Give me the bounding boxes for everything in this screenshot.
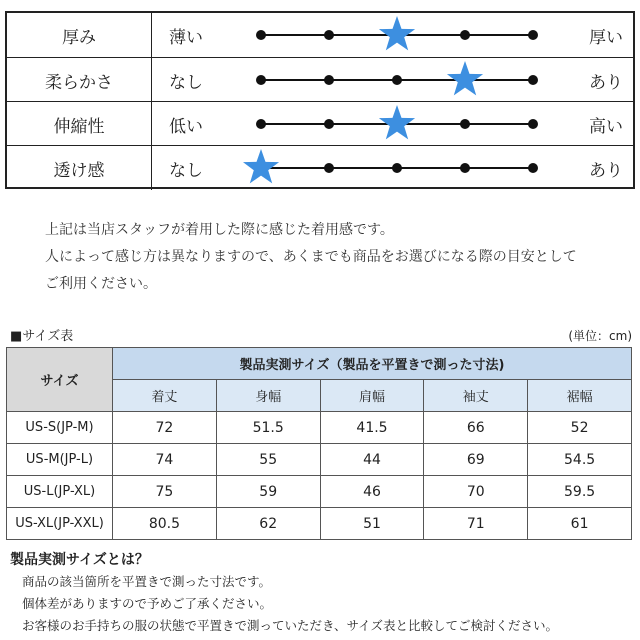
scale-dot	[324, 163, 334, 173]
size-row-label: US-L(JP-XL)	[7, 476, 113, 508]
size-corner-header: サイズ	[7, 348, 113, 412]
feel-high-label: 厚い	[589, 27, 623, 48]
note-line-3: ご利用ください。	[45, 276, 157, 292]
size-cell: 59.5	[528, 476, 632, 508]
size-row	[7, 508, 632, 540]
feel-category: 伸縮性	[7, 102, 152, 146]
size-column-header: 裾幅	[528, 380, 632, 412]
definition-line-1: 商品の該当箇所を平置きで測った寸法です。	[22, 574, 272, 589]
size-column-header: 着丈	[113, 380, 217, 412]
scale-dot	[256, 119, 266, 129]
feel-category: 柔らかさ	[7, 58, 152, 102]
size-row-label: US-XL(JP-XXL)	[7, 508, 113, 540]
size-cell: 41.5	[320, 412, 424, 444]
scale-dot	[392, 163, 402, 173]
rating-star-icon	[447, 61, 483, 95]
size-cell: 80.5	[113, 508, 217, 540]
rating-star-icon	[243, 149, 279, 183]
size-row	[7, 412, 632, 444]
feel-rating-table	[5, 11, 635, 189]
size-cell: 70	[424, 476, 528, 508]
size-cell: 51.5	[216, 412, 320, 444]
size-section-heading: ■サイズ表	[10, 329, 74, 344]
definition-title: 製品実測サイズとは？	[10, 552, 149, 568]
size-row	[7, 444, 632, 476]
scale-dot	[528, 75, 538, 85]
size-cell: 54.5	[528, 444, 632, 476]
size-row-label: US-M(JP-L)	[7, 444, 113, 476]
size-cell: 52	[528, 412, 632, 444]
rating-star-icon	[379, 105, 415, 139]
note-line-1: 上記は当店スタッフが着用した際に感じた着用感です。	[45, 222, 394, 238]
scale-dot	[324, 75, 334, 85]
size-table-title: 製品実測サイズ（製品を平置きで測った寸法)	[113, 348, 632, 380]
scale-dot	[460, 30, 470, 40]
feel-low-label: なし	[169, 160, 203, 181]
size-table	[6, 347, 632, 540]
feel-low-label: なし	[169, 72, 203, 93]
size-cell: 55	[216, 444, 320, 476]
feel-scale	[243, 58, 543, 102]
scale-dot	[324, 30, 334, 40]
definition-line-3: お客様のお手持ちの服の状態で平置きで測っていただき、サイズ表と比較してご検討ください。	[22, 618, 559, 633]
scale-dot	[528, 163, 538, 173]
feel-scale	[243, 102, 543, 146]
size-column-header: 袖丈	[424, 380, 528, 412]
feel-row	[7, 57, 633, 102]
size-cell: 72	[113, 412, 217, 444]
feel-high-label: 高い	[589, 116, 623, 137]
size-cell: 66	[424, 412, 528, 444]
scale-dot	[528, 30, 538, 40]
size-row-label: US-S(JP-M)	[7, 412, 113, 444]
feel-scale	[243, 13, 543, 57]
feel-scale	[243, 146, 543, 190]
rating-star-icon	[379, 16, 415, 50]
size-cell: 44	[320, 444, 424, 476]
size-cell: 75	[113, 476, 217, 508]
size-cell: 71	[424, 508, 528, 540]
feel-row	[7, 145, 633, 190]
feel-low-label: 低い	[169, 116, 203, 137]
feel-category: 厚み	[7, 13, 152, 57]
feel-high-label: あり	[589, 72, 623, 93]
scale-dot	[460, 163, 470, 173]
definition-line-2: 個体差がありますので予めご了承ください。	[22, 596, 273, 611]
size-cell: 61	[528, 508, 632, 540]
scale-dot	[256, 75, 266, 85]
scale-dot	[392, 75, 402, 85]
feel-row	[7, 101, 633, 146]
size-cell: 62	[216, 508, 320, 540]
size-cell: 69	[424, 444, 528, 476]
size-cell: 51	[320, 508, 424, 540]
feel-low-label: 薄い	[169, 27, 203, 48]
feel-category: 透け感	[7, 146, 152, 190]
feel-row	[7, 13, 633, 57]
size-column-header: 身幅	[216, 380, 320, 412]
scale-dot	[324, 119, 334, 129]
size-row	[7, 476, 632, 508]
size-cell: 59	[216, 476, 320, 508]
size-cell: 46	[320, 476, 424, 508]
scale-dot	[256, 30, 266, 40]
scale-dot	[528, 119, 538, 129]
note-line-2: 人によって感じ方は異なりますので、あくまでも商品をお選びになる際の目安として	[45, 249, 577, 265]
feel-high-label: あり	[589, 160, 623, 181]
size-column-header: 肩幅	[320, 380, 424, 412]
size-unit-label: (単位：cm)	[568, 329, 632, 343]
size-cell: 74	[113, 444, 217, 476]
scale-dot	[460, 119, 470, 129]
